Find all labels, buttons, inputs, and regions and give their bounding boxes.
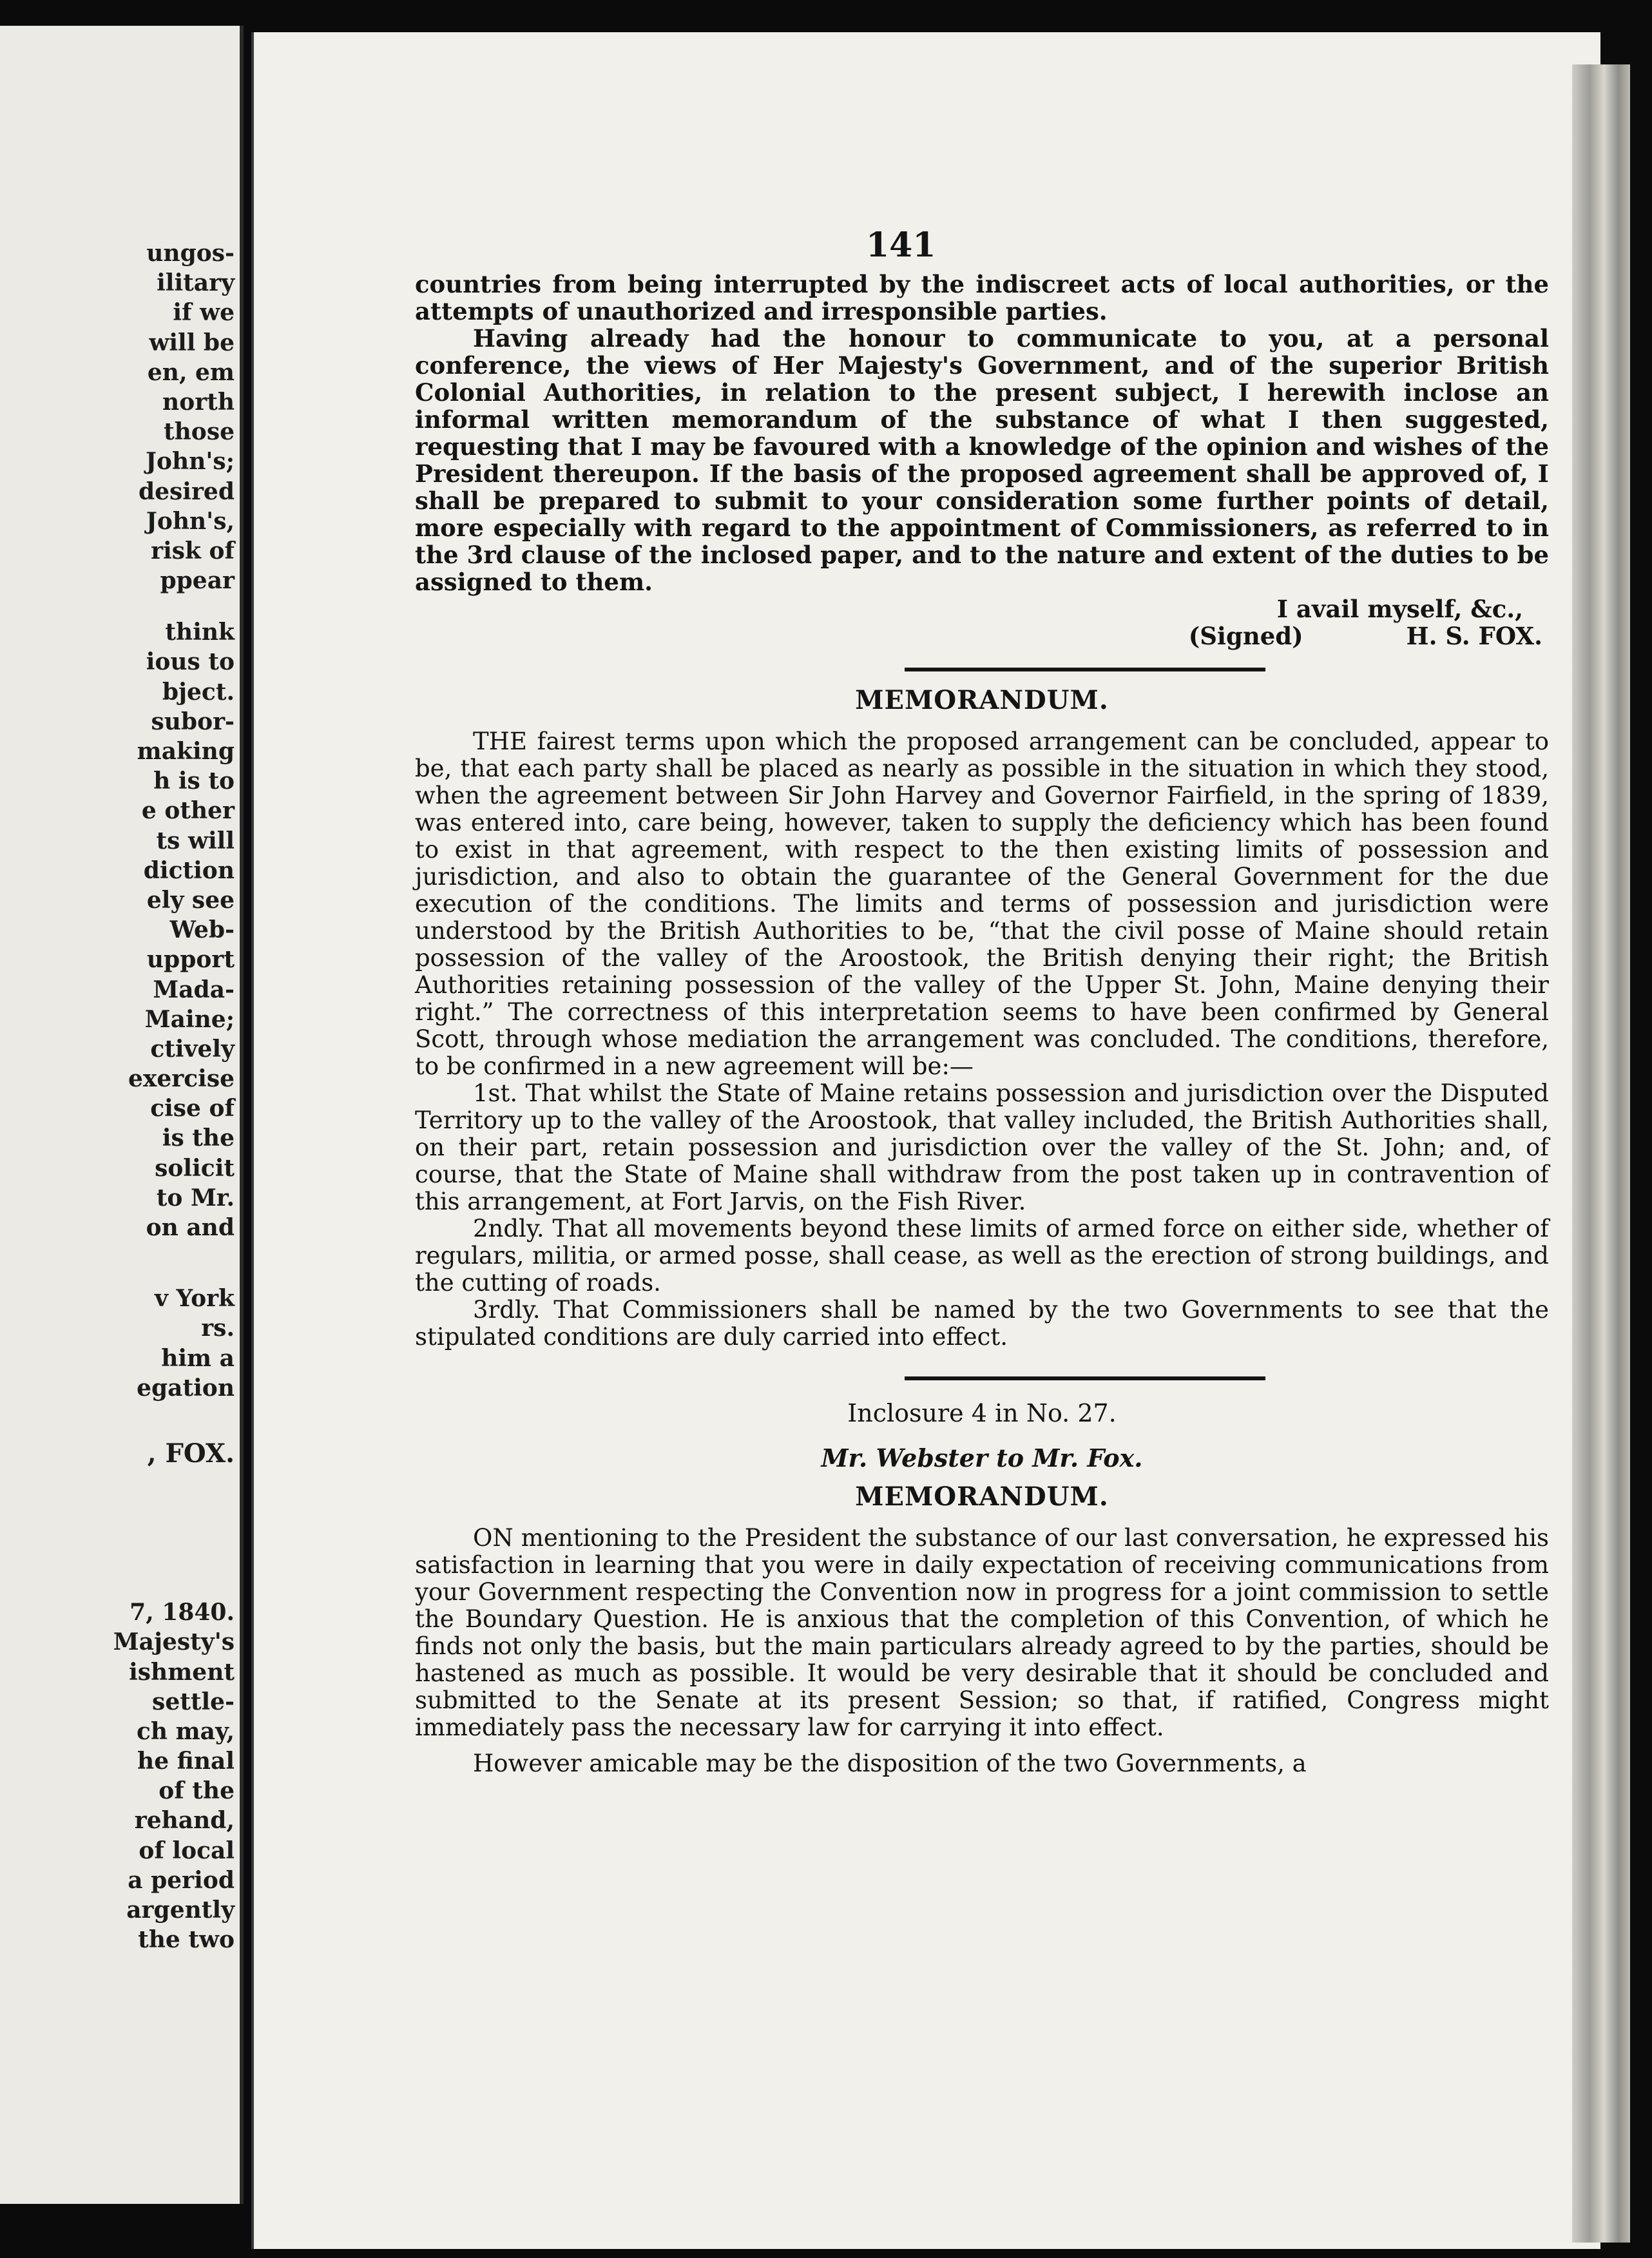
- previous-page-line-fragment: ishment: [129, 1658, 235, 1686]
- previous-page-line-fragment: is the: [162, 1124, 235, 1152]
- previous-page-line-fragment: h is to: [153, 767, 235, 795]
- previous-page-line-fragment: exercise: [128, 1065, 235, 1093]
- previous-page-line-fragment: think: [165, 619, 235, 646]
- previous-page-line-fragment: ungos-: [146, 240, 235, 267]
- previous-page-line-fragment: a period: [128, 1866, 235, 1894]
- document-page: [251, 32, 1600, 2249]
- page-content: [415, 271, 1549, 1777]
- previous-page-line-fragment: on and: [146, 1214, 235, 1241]
- section-divider: [905, 668, 1265, 671]
- previous-page-line-fragment: to Mr.: [156, 1184, 235, 1211]
- signature-line: [415, 622, 1549, 650]
- previous-page-line-fragment: e other: [141, 797, 235, 825]
- previous-page-line-fragment: Majesty's: [113, 1628, 235, 1656]
- previous-page-line-fragment: rehand,: [134, 1807, 235, 1835]
- previous-page-line-fragment: will be: [149, 329, 235, 356]
- previous-page-line-fragment: argently: [126, 1896, 235, 1924]
- paragraph-gap: [41, 1242, 235, 1284]
- previous-page-line-fragment: Web-: [169, 916, 235, 944]
- memorandum-1-condition-3: 3rdly. That Commissioners shall be named by the two Governments to see that the stipulated conditions are duly carried into effect.: [415, 1296, 1549, 1351]
- previous-page-line-fragment: bject.: [162, 678, 235, 706]
- paragraph-gap: [41, 1469, 235, 1597]
- previous-page-line-fragment: v York: [155, 1285, 235, 1313]
- previous-page-line-fragment: egation: [137, 1374, 235, 1402]
- previous-page-line-fragment: he final: [137, 1748, 235, 1775]
- memorandum-1-condition-2: 2ndly. That all movements beyond these limits of armed force on either side, whether of regulars, militia, or armed posse, shall cease, as well as the erection of strong buildings, and the cutting of roads.: [415, 1215, 1549, 1297]
- previous-page-line-fragment: upport: [146, 946, 235, 974]
- memorandum-2-last-line: However amicable may be the disposition of the two Governments, a: [473, 1750, 1307, 1777]
- previous-page-line-fragment: cise of: [150, 1095, 235, 1123]
- previous-page-line-fragment: en, em: [147, 358, 235, 386]
- memorandum-1-heading: MEMORANDUM.: [855, 685, 1109, 715]
- previous-page-line-fragment: , FOX.: [147, 1438, 235, 1469]
- previous-page-line-fragment: ctively: [150, 1035, 235, 1063]
- memorandum-2-heading: MEMORANDUM.: [855, 1481, 1109, 1512]
- previous-page-line-fragment: ts will: [156, 827, 235, 854]
- previous-page-line-fragment: Mada-: [153, 976, 235, 1003]
- memorandum-1-body: THE fairest terms upon which the proposed arrangement can be concluded, appear to be, that each party shall be placed as nearly as possible in the situation in which they stood, when the agreement between Sir John Harvey and Governor Fairfield, in the spring of 1839, was entered into, care being, however, taken to supply the deficiency which has been found to exist in that agreement, with respect to the then existing limits of possession and jurisdiction, and also to obtain the guarantee of the General Government for the due execution of the conditions. The limits and terms of possession and jurisdiction were understood by the British Authorities to be, “that the civil posse of Maine should retain possession of the valley of the Aroostook, the British denying their right; the British Authorities retaining possession of the valley of the Upper St. John, Maine denying their right.” The correctness of this interpretation seems to have been confirmed by General Scott, through whose mediation the arrangement was concluded. The conditions, therefore, to be confirmed in a new agreement will be:—: [415, 728, 1549, 1080]
- previous-page-line-fragment: Maine;: [144, 1005, 235, 1033]
- previous-page-line-fragment: those: [164, 418, 235, 446]
- memorandum-1-condition-1: 1st. That whilst the State of Maine retains possession and jurisdiction over the Disputed Territory up to the valley of the Aroostook, that valley included, the British Authorities shall, on their part, retain possession and jurisdiction over the valley of the St. John; and, of course, that the State of Maine shall withdraw from the post taken up in contravention of this arrangement, at Fort Jarvis, on the Fish River.: [415, 1079, 1549, 1215]
- previous-page-line-fragment: the two: [138, 1926, 235, 1954]
- previous-page-line-fragment: John's;: [146, 448, 235, 476]
- previous-page-line-fragment: him a: [161, 1344, 235, 1372]
- page-edge-stack: [1572, 64, 1630, 2243]
- inclosure-title: Mr. Webster to Mr. Fox.: [821, 1443, 1143, 1472]
- previous-page-line-fragment: ious to: [146, 648, 235, 676]
- page-number: 141: [866, 226, 936, 265]
- previous-page-line-fragment: risk of: [151, 537, 235, 564]
- letter-closing: I avail myself, &c.,: [1276, 595, 1523, 623]
- memorandum-2-body: ON mentioning to the President the substance of our last conversation, he expressed his satisfaction in learning that you were in daily expectation of receiving communications from your Government respecting the Convention now in progress for a joint commission to settle the Boundary Question. He is anxious that the completion of this Convention, of which he finds not only the basis, but the main particulars already agreed to by the parties, should be hastened as much as possible. It would be very desirable that it should be concluded and submitted to the Senate at its present Session; so that, if ratified, Congress might immediately pass the necessary law for carrying it into effect.: [415, 1524, 1549, 1741]
- previous-page-line-fragment: ch may,: [136, 1717, 235, 1745]
- paragraph-gap: [41, 595, 235, 617]
- previous-page-line-fragment: John's,: [146, 507, 235, 535]
- signed-label: (Signed): [1188, 622, 1303, 650]
- previous-page-line-fragment: subor-: [151, 708, 235, 735]
- previous-page-line-fragment: settle-: [152, 1688, 235, 1715]
- section-divider: [905, 1376, 1265, 1380]
- previous-page-line-fragment: ppear: [160, 567, 235, 595]
- previous-page-line-fragment: ely see: [146, 886, 235, 914]
- paragraph-gap: [41, 1403, 235, 1439]
- previous-page-line-fragment: of local: [139, 1837, 235, 1864]
- previous-page-line-fragment: north: [162, 388, 235, 416]
- previous-page-line-fragment: solicit: [155, 1154, 235, 1182]
- previous-page-line-fragment: of the: [158, 1777, 235, 1805]
- inclosure-label: Inclosure 4 in No. 27.: [847, 1399, 1117, 1427]
- letter-paragraph: Having already had the honour to communicate to you, at a personal conference, the views of Her Majesty's Government, and of the superior British Colonial Authorities, in relation to the present subject, I herewith inclose an informal written memorandum of the substance of what I then suggested, requesting that I may be favoured with a knowledge of the opinion and wishes of the President thereupon. If the basis of the proposed agreement shall be approved of, I shall be prepared to submit to your consideration some further points of detail, more especially with regard to the appointment of Commissioners, as referred to in the 3rd clause of the inclosed paper, and to the nature and extent of the duties to be assigned to them.: [415, 324, 1549, 596]
- previous-page-text: [41, 238, 235, 1954]
- previous-page-line-fragment: 7, 1840.: [130, 1599, 235, 1626]
- previous-page-line-fragment: desired: [138, 478, 235, 505]
- previous-page-line-fragment: making: [137, 738, 235, 765]
- previous-page-line-fragment: rs.: [201, 1315, 235, 1342]
- previous-page-line-fragment: diction: [143, 856, 235, 884]
- previous-page-line-fragment: if we: [173, 299, 235, 327]
- previous-page-line-fragment: ilitary: [157, 269, 235, 297]
- letter-opening-lines: countries from being interrupted by the indiscreet acts of local authorities, or the attempts of unauthorized and irresponsible parties.: [415, 270, 1549, 325]
- signatory-name: H. S. FOX.: [1406, 622, 1542, 650]
- previous-page-strip: [0, 26, 244, 2204]
